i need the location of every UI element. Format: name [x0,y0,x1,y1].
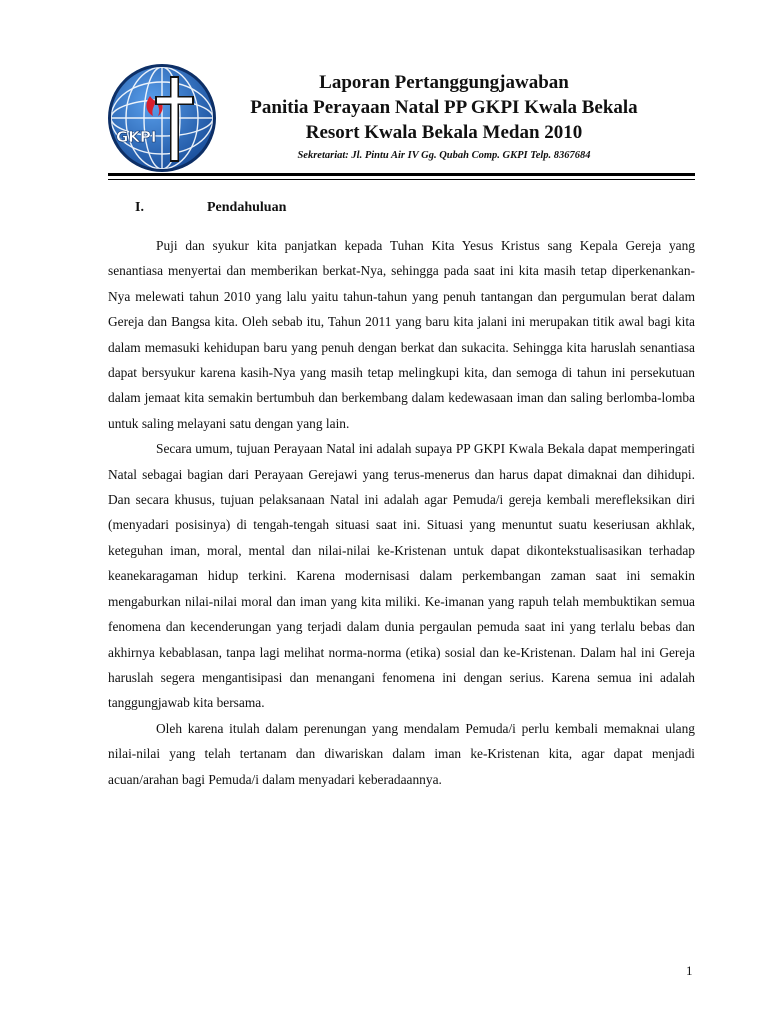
paragraph-1: Puji dan syukur kita panjatkan kepada Tuhan Kita Yesus Kristus sang Kepala Gereja yang senantiasa menyertai dan memberikan berkat-Nya, sehingga pada saat ini kita masih tetap diperkenankan-Nya melewati tahun 2010 yang lalu yaitu tahun-tahun yang penuh tantangan dan pergumulan berat dalam Gereja dan Bangsa kita. Oleh sebab itu, Tahun 2011 yang baru kita jalani ini merupakan titik awal bagi kita dalam memasuki kehidupan baru yang penuh dengan berkat dan sukacita. Sehingga kita haruslah senantiasa dapat bersyukur karena kasih-Nya yang masih tetap melingkupi kita, dan semoga di tahun ini persekutuan dalam jemaat kita semakin bertumbuh dan berkembang dalam kedewasaan iman dan saling berlomba-lomba untuk saling melayani satu dengan yang lain. [108,238,695,431]
logo-text: GKPI [116,128,157,146]
body-text [108,233,695,792]
gkpi-logo [106,62,218,174]
paragraph-3: Oleh karena itulah dalam perenungan yang mendalam Pemuda/i perlu kembali memaknai ulang nilai-nilai yang telah tertanam dan diwariskan dalam iman ke-Kristenan kita, agar dapat menjadi acuan/arahan bagi Pemuda/i dalam menyadari keberadaannya. [108,720,695,787]
title-line-1: Laporan Pertanggungjawaban [319,72,569,93]
section-heading [108,199,286,217]
gkpi-globe-icon [106,62,218,174]
section-title: Pendahuluan [207,200,287,215]
header-divider-thin [108,179,695,180]
secretariat-address: Sekretariat: Jl. Pintu Air IV Gg. Qubah Comp. GKPI Telp. 8367684 [297,150,591,161]
title-line-3: Resort Kwala Bekala Medan 2010 [305,122,583,143]
header-divider-thick [108,173,695,176]
section-number: I. [135,200,144,215]
letterhead-title [222,70,666,163]
paragraph-2: Secara umum, tujuan Perayaan Natal ini adalah supaya PP GKPI Kwala Bekala dapat memperingati Natal sebagai bagian dari Perayaan Gerejawi yang terus-menerus dan harus dapat dimaknai dan dihidupi. Dan secara khusus, tujuan pelaksanaan Natal ini adalah agar Pemuda/i gereja kembali merefleksikan diri (menyadari posisinya) di tengah-tengah situasi saat ini. Situasi yang menuntut suatu keseriusan akhlak, keteguhan iman, moral, mental dan nilai-nilai ke-Kristenan untuk dapat dikontekstualisasikan terhadap keanekaragaman hidup terkini. Karena modernisasi dalam perkembangan zaman saat ini semakin mengaburkan nilai-nilai moral dan iman yang kita miliki. Ke-imanan yang rapuh telah membuktikan semua fenomena dan kecenderungan yang terjadi dalam dunia pergaulan pemuda saat ini yang terlalu bebas dan akhirnya kebablasan, tanpa lagi melihat norma-norma (etika) sosial dan ke-Kristenan. Dalam hal ini Gereja haruslah segera mengantisipasi dan menangani fenomena ini dengan serius. Karena semua ini adalah tanggungjawab kita bersama. [108,441,695,711]
title-line-2: Panitia Perayaan Natal PP GKPI Kwala Bekala [250,97,638,118]
page-number: 1 [686,963,693,978]
